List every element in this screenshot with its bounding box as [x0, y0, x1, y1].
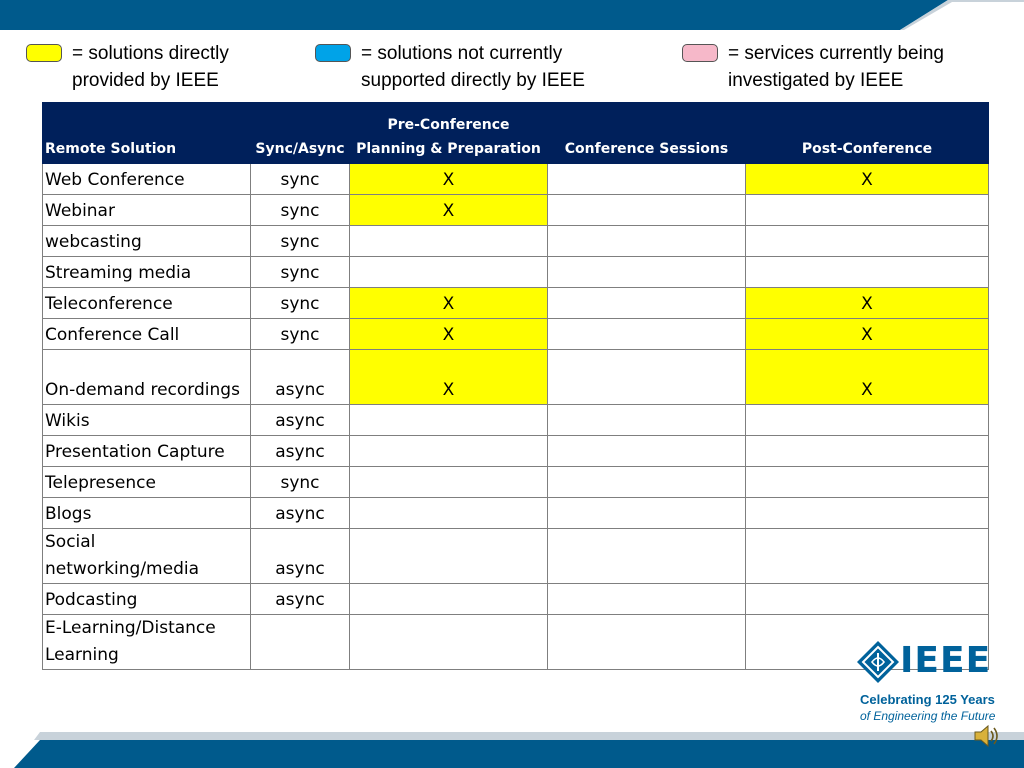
header-conference-sessions: Conference Sessions	[548, 103, 746, 164]
cell-post-conference	[746, 467, 989, 498]
cell-conference-sessions	[548, 529, 746, 584]
cell-conference-sessions	[548, 436, 746, 467]
cell-pre-conference	[350, 467, 548, 498]
cell-remote-solution: Wikis	[43, 405, 251, 436]
legend-swatch-blue	[315, 44, 351, 62]
cell-pre-conference	[350, 257, 548, 288]
cell-conference-sessions	[548, 498, 746, 529]
cell-pre-conference: X	[350, 319, 548, 350]
cell-pre-conference	[350, 498, 548, 529]
cell-post-conference	[746, 498, 989, 529]
cell-remote-solution: Teleconference	[43, 288, 251, 319]
bottom-banner	[0, 728, 1024, 768]
cell-conference-sessions	[548, 257, 746, 288]
cell-sync-async: sync	[251, 164, 350, 195]
cell-conference-sessions	[548, 350, 746, 405]
cell-post-conference	[746, 436, 989, 467]
table-row	[43, 226, 989, 257]
cell-remote-solution: Presentation Capture	[43, 436, 251, 467]
table-row	[43, 467, 989, 498]
cell-sync-async: sync	[251, 195, 350, 226]
legend-item-provided	[26, 42, 229, 94]
cell-sync-async: async	[251, 436, 350, 467]
remote-solutions-table	[42, 102, 989, 670]
cell-post-conference: X	[746, 319, 989, 350]
cell-conference-sessions	[548, 288, 746, 319]
cell-conference-sessions	[548, 615, 746, 670]
cell-pre-conference	[350, 615, 548, 670]
cell-pre-conference: X	[350, 288, 548, 319]
legend-item-investigated	[682, 42, 944, 94]
cell-pre-conference	[350, 436, 548, 467]
cell-post-conference: X	[746, 288, 989, 319]
cell-sync-async: sync	[251, 226, 350, 257]
cell-conference-sessions	[548, 226, 746, 257]
cell-remote-solution: On-demand recordings	[43, 350, 251, 405]
header-post-conference: Post-Conference	[746, 103, 989, 164]
table-row	[43, 436, 989, 467]
cell-post-conference	[746, 195, 989, 226]
cell-sync-async: sync	[251, 288, 350, 319]
table-row	[43, 615, 989, 670]
cell-pre-conference	[350, 584, 548, 615]
cell-remote-solution: Telepresence	[43, 467, 251, 498]
logo-tagline: Celebrating 125 Years	[860, 692, 995, 707]
cell-post-conference: X	[746, 350, 989, 405]
cell-sync-async: sync	[251, 467, 350, 498]
header-pre-conference	[350, 103, 548, 164]
header-pre-conference-line2: Planning & Preparation	[356, 141, 541, 157]
cell-post-conference	[746, 226, 989, 257]
table-row	[43, 529, 989, 584]
cell-pre-conference	[350, 405, 548, 436]
table-row	[43, 350, 989, 405]
cell-remote-solution: Blogs	[43, 498, 251, 529]
cell-conference-sessions	[548, 164, 746, 195]
cell-remote-solution: Podcasting	[43, 584, 251, 615]
cell-pre-conference	[350, 226, 548, 257]
cell-sync-async: async	[251, 350, 350, 405]
table-row	[43, 405, 989, 436]
header-sync-async: Sync/Async	[251, 103, 350, 164]
ieee-logo	[852, 636, 1002, 728]
legend-text: = solutions not currently supported directly by IEEE	[361, 43, 585, 91]
cell-conference-sessions	[548, 467, 746, 498]
cell-post-conference	[746, 584, 989, 615]
cell-remote-solution: webcasting	[43, 226, 251, 257]
cell-remote-solution: Social networking/media	[43, 529, 251, 584]
ieee-wordmark: IEEE	[900, 640, 992, 681]
cell-post-conference: X	[746, 164, 989, 195]
cell-conference-sessions	[548, 319, 746, 350]
cell-remote-solution: Webinar	[43, 195, 251, 226]
legend-text: = solutions directly provided by IEEE	[72, 43, 229, 91]
top-banner	[0, 0, 1024, 30]
table-row	[43, 498, 989, 529]
cell-remote-solution: Conference Call	[43, 319, 251, 350]
cell-post-conference	[746, 405, 989, 436]
table-header-row	[43, 103, 989, 164]
table-row	[43, 584, 989, 615]
legend-swatch-yellow	[26, 44, 62, 62]
speaker-icon[interactable]	[972, 722, 1002, 750]
cell-sync-async: async	[251, 584, 350, 615]
cell-sync-async: sync	[251, 319, 350, 350]
cell-pre-conference: X	[350, 164, 548, 195]
cell-sync-async: async	[251, 498, 350, 529]
cell-conference-sessions	[548, 405, 746, 436]
table-body	[43, 164, 989, 670]
ieee-diamond-icon	[856, 640, 900, 684]
legend	[0, 42, 1024, 98]
table-row	[43, 195, 989, 226]
cell-sync-async: sync	[251, 257, 350, 288]
cell-sync-async: async	[251, 529, 350, 584]
legend-swatch-pink	[682, 44, 718, 62]
table-row	[43, 319, 989, 350]
cell-conference-sessions	[548, 195, 746, 226]
legend-item-not-supported	[315, 42, 585, 94]
cell-sync-async	[251, 615, 350, 670]
table-row	[43, 164, 989, 195]
cell-remote-solution: Web Conference	[43, 164, 251, 195]
logo-subtagline: of Engineering the Future	[860, 709, 996, 723]
cell-pre-conference: X	[350, 350, 548, 405]
cell-remote-solution: E-Learning/Distance Learning	[43, 615, 251, 670]
cell-pre-conference	[350, 529, 548, 584]
cell-post-conference	[746, 257, 989, 288]
cell-sync-async: async	[251, 405, 350, 436]
cell-conference-sessions	[548, 584, 746, 615]
table-row	[43, 257, 989, 288]
header-remote-solution: Remote Solution	[43, 103, 251, 164]
table-row	[43, 288, 989, 319]
cell-post-conference	[746, 529, 989, 584]
cell-remote-solution: Streaming media	[43, 257, 251, 288]
header-pre-conference-line1: Pre-Conference	[387, 117, 510, 133]
cell-pre-conference: X	[350, 195, 548, 226]
legend-text: = services currently being investigated by IEEE	[728, 43, 944, 91]
